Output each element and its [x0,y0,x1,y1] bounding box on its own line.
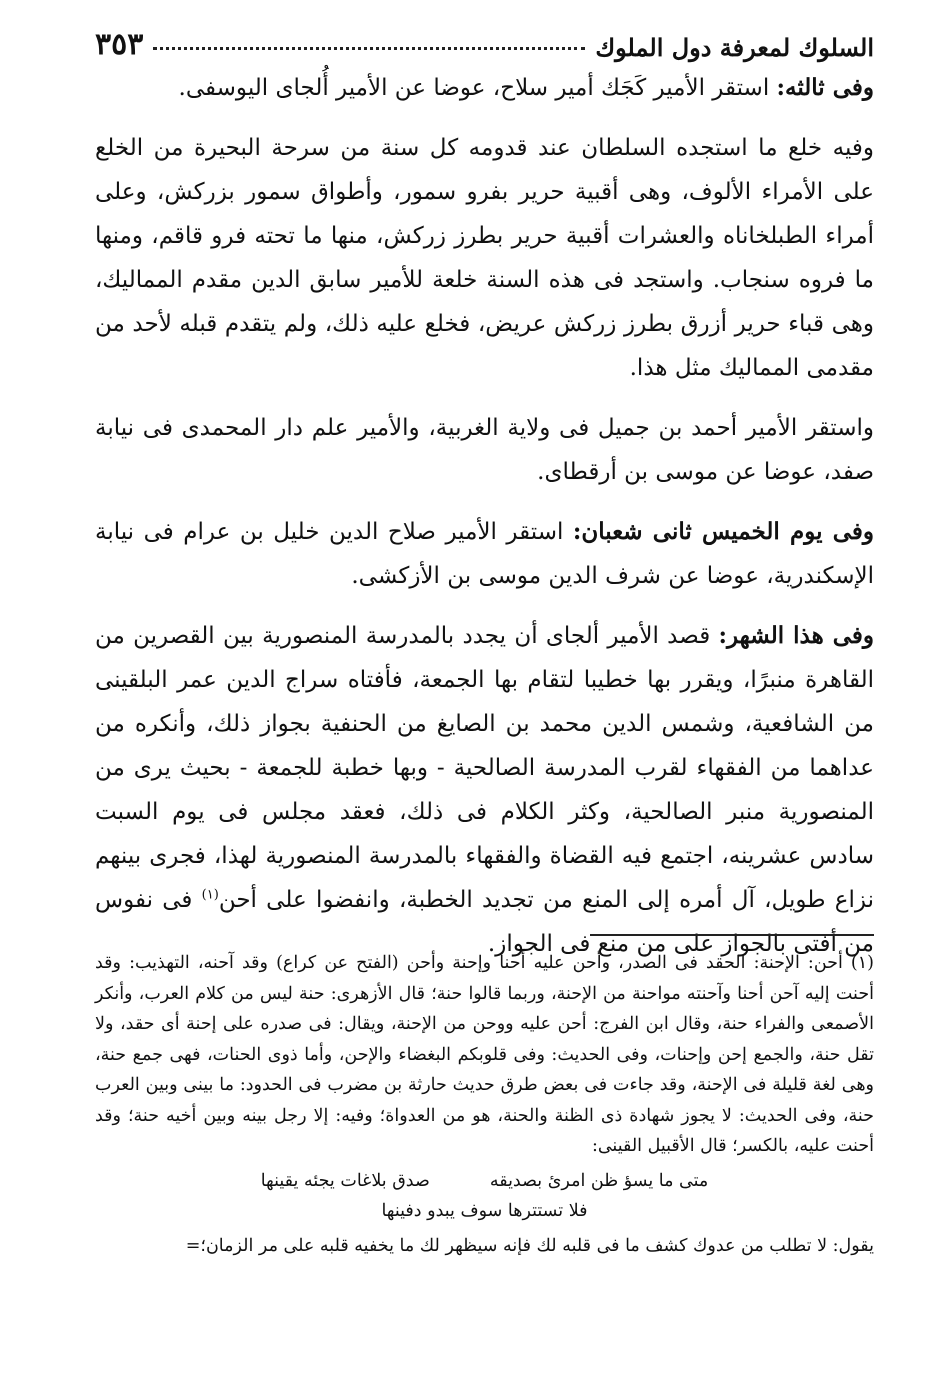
paragraph-lead: وفى يوم الخميس ثانى شعبان: [572,518,874,545]
paragraph-text: استقر الأمير كَجَك أمير سلاح، عوضا عن الأمير أُلجاى اليوسفى. [178,75,777,101]
paragraph-text: واستقر الأمير أحمد بن جميل فى ولاية الغربية، والأمير علم دار المحمدى فى نيابة صفد، عوضا عن موسى بن أرقطاى. [95,415,874,485]
footnotes [95,948,874,1261]
main-text [95,66,874,982]
running-title: السلوك لمعرفة دول الملوك [595,33,874,62]
page-number: ٣٥٣ [95,27,144,62]
paragraph [95,614,874,966]
verse-line: فلا تستترها سوف يبدو دفينها [381,1201,588,1221]
paragraph [95,126,874,390]
verse-hemistich: متى ما يسؤ ظن امرئ بصديقه [489,1170,709,1191]
paragraph [95,66,874,110]
paragraph-text: قصد الأمير ألجاى أن يجدد بالمدرسة المنصورية بين القصرين من القاهرة منبرًا، ويقرر بها خطيبا لتقام بها الجمعة، فأفتاه سراج الدين عمر البلقينى من الشافعية، وشمس الدين محمد بن الصايغ من الحنفية بجواز ذلك، وأنكره من عداهما من الفقهاء لقرب المدرسة الصالحية - وبها خطبة للجمعة - بحيث يرى من المنصورية منبر الصالحية، وكثر الكلام فى ذلك، فعقد مجلس فى يوم السبت سادس عشرينه، اجتمع فيه القضاة والفقهاء بالمدرسة المنصورية لهذا، فجرى بينهم نزاع طويل، آل أمره إلى المنع من تجديد الخطبة، وانفضوا على أحن [95,623,875,913]
paragraph-text-tail: فى نفوس من أفتى بالجواز على من منع فى الجواز. [95,887,874,957]
paragraph-lead: وفى هذا الشهر: [718,622,875,649]
paragraph-text: وفيه خلع ما استجده السلطان عند قدومه كل سنة من سرحة البحيرة من الخلع على الأمراء الألوف، وهى أقبية حرير بفرو سمور، وأطواق سمور بزركش، وعلى أمراء الطبلخاناه والعشرات أقبية حرير بطرز زركش، منها ما تحته فرو قاقم، ومنها ما فروه سنجاب. واستجد فى هذه السنة خلعة للأمير سابق الدين مقدم المماليك، وهى قباء حرير أزرق بطرز زركش عريض، فخلع عليه ذلك، ولم يتقدم قبله لأحد من مقدمى المماليك مثل هذا. [95,135,874,381]
paragraph-text: استقر الأمير صلاح الدين خليل بن عرام فى نيابة الإسكندرية، عوضا عن شرف الدين موسى بن الأزكشى. [95,519,874,589]
verse [95,1166,874,1227]
paragraph [95,406,874,494]
footnote-rule [590,934,874,936]
page-header [95,18,874,62]
footnote-text: (١) أحن: الإحنة: الحقد فى الصدر، وأحن عليه أحنا وإحنة وأحن (الفتح عن كراع) وقد آحنه، التهذيب: وقد أحنت إليه آحن أحنا وآحنته مواحنة من الإحنة، وربما قالوا حنة؛ قال الأزهرى: حنة ليس من كلام العرب، وأنكر الأصمعى والفراء حنة، وقال ابن الفرج: أحن عليه ووحن من الإحنة، ويقال: فى صدره على إحنة أى حقد، ولا تقل حنة، والجمع إحن وإحنات، وفى الحديث: وفى قلوبكم البغضاء والإحن، وأما ذوى الحنات، فهى جمع حنة، وهى لغة قليلة فى الإحنة، وقد جاءت فى بعض طرق حديث حارثة بن مضرب فى الحدود: ما بينى وبين العرب حنة، وفى الحديث: لا يجوز شهادة ذى الظنة والحنة، هو من العدواة؛ وفيه: إلا رجل بينه وبين أخيه حنة؛ وقد أحنت عليه، بالكسر؛ قال الأقبيل القينى: [95,953,874,1156]
verse-hemistich: صدق بلاغات يجئه يقينها [260,1170,430,1191]
leader-dots [153,47,585,50]
footnote-marker[interactable]: (١) [201,887,219,903]
paragraph [95,510,874,598]
paragraph-lead: وفى ثالثه: [776,74,874,101]
verse-line [95,1166,874,1197]
footnote-text-after: يقول: لا تطلب من عدوك كشف ما فى قلبه لك فإنه سيظهر لك ما يخفيه قلبه على مر الزمان؛= [185,1235,874,1256]
